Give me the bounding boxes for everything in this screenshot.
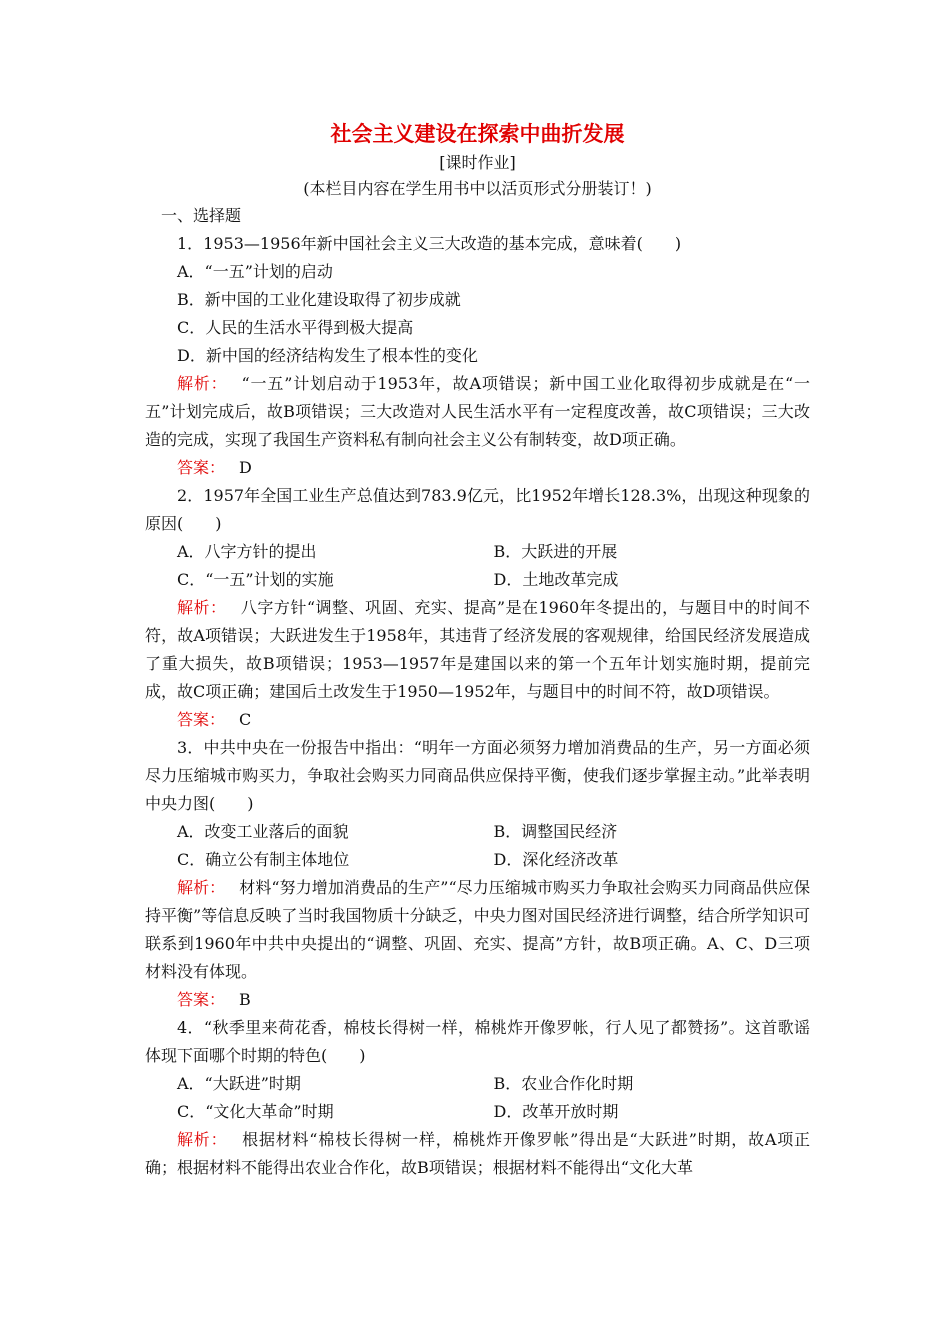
analysis-block — [145, 1126, 810, 1182]
question-4 — [145, 1014, 810, 1182]
section-heading: 一、选择题 — [161, 206, 242, 225]
analysis-label: 解析： — [177, 878, 226, 897]
answer-label: 答案： — [177, 458, 226, 477]
option-b: B．新中国的工业化建设取得了初步成就 — [177, 290, 461, 309]
analysis-text: 根据材料“棉枝长得树一样，棉桃炸开像罗帐”得出是“大跃进”时期，故A项正确；根据材料不能得出农业合作化，故B项错误；根据材料不能得出“文化大革 — [145, 1130, 810, 1177]
question-3 — [145, 734, 810, 1014]
option-a: A．“大跃进”时期 — [177, 1074, 301, 1093]
option-d: D．深化经济改革 — [493, 850, 619, 869]
option-d: D．土地改革完成 — [493, 570, 619, 589]
analysis-block — [145, 370, 810, 454]
analysis-text: 材料“努力增加消费品的生产”“尽力压缩城市购买力争取社会购买力同商品供应保持平衡”等信息反映了当时我国物质十分缺乏，中央力图对国民经济进行调整，结合所学知识可联系到1960年中共中央提出的“调整、巩固、充实、提高”方针，故B项正确。A、C、D三项材料没有体现。 — [145, 878, 810, 981]
answer-line — [145, 986, 810, 1014]
option-c: C．“一五”计划的实施 — [177, 570, 334, 589]
option-b: B．农业合作化时期 — [493, 1074, 634, 1093]
answer-value: D — [239, 458, 252, 477]
options-row — [145, 538, 810, 566]
analysis-label: 解析： — [177, 1130, 228, 1149]
document-content — [145, 118, 810, 1182]
option-b: B．调整国民经济 — [493, 822, 618, 841]
option-d: D．新中国的经济结构发生了根本性的变化 — [177, 346, 478, 365]
options-row — [145, 1070, 810, 1098]
analysis-block — [145, 594, 810, 706]
options-row — [145, 818, 810, 846]
option-b: B．大跃进的开展 — [493, 542, 618, 561]
binding-note: (本栏目内容在学生用书中以活页形式分册装订！) — [303, 179, 652, 198]
options-row — [145, 566, 810, 594]
question-stem: 1．1953—1956年新中国社会主义三大改造的基本完成，意味着( ) — [177, 234, 682, 253]
answer-value: C — [239, 710, 252, 729]
option-a: A．八字方针的提出 — [177, 542, 317, 561]
question-stem: 2．1957年全国工业生产总值达到783.9亿元，比1952年增长128.3%，出现这种现象的原因( ) — [145, 486, 810, 533]
answer-line — [145, 454, 810, 482]
options-row — [145, 846, 810, 874]
answer-label: 答案： — [177, 990, 226, 1009]
analysis-block — [145, 874, 810, 986]
answer-line — [145, 706, 810, 734]
option-c: C．人民的生活水平得到极大提高 — [177, 318, 414, 337]
question-stem: 4．“秋季里来荷花香，棉枝长得树一样，棉桃炸开像罗帐，行人见了都赞扬”。这首歌谣体现下面哪个时期的特色( ) — [145, 1018, 810, 1065]
page-title: 社会主义建设在探索中曲折发展 — [330, 121, 625, 146]
analysis-text: 八字方针“调整、巩固、充实、提高”是在1960年冬提出的，与题目中的时间不符，故A项错误；大跃进发生于1958年，其违背了经济发展的客观规律，给国民经济发展造成了重大损失，故B项错误；1953—1957年是建国以来的第一个五年计划实施时期，提前完成，故C项正确；建国后土改发生于1950—1952年，与题目中的时间不符，故D项错误。 — [145, 598, 810, 701]
option-a: A．“一五”计划的启动 — [177, 262, 333, 281]
analysis-label: 解析： — [177, 374, 228, 393]
question-stem: 3．中共中央在一份报告中指出：“明年一方面必须努力增加消费品的生产，另一方面必须尽力压缩城市购买力，争取社会购买力同商品供应保持平衡，使我们逐步掌握主动。”此举表明中央力图( ) — [145, 738, 810, 813]
analysis-text: “一五”计划启动于1953年，故A项错误；新中国工业化取得初步成就是在“一五”计划完成后，故B项错误；三大改造对人民生活水平有一定程度改善，故C项错误；三大改造的完成，实现了我国生产资料私有制向社会主义公有制转变，故D项正确。 — [145, 374, 810, 449]
option-c: C．确立公有制主体地位 — [177, 850, 350, 869]
question-2 — [145, 482, 810, 734]
option-d: D．改革开放时期 — [493, 1102, 619, 1121]
page-subtitle: [课时作业] — [439, 153, 516, 172]
analysis-label: 解析： — [177, 598, 227, 617]
question-1 — [145, 230, 810, 482]
option-a: A．改变工业落后的面貌 — [177, 822, 349, 841]
option-c: C．“文化大革命”时期 — [177, 1102, 334, 1121]
answer-value: B — [239, 990, 251, 1009]
options-row — [145, 1098, 810, 1126]
answer-label: 答案： — [177, 710, 226, 729]
